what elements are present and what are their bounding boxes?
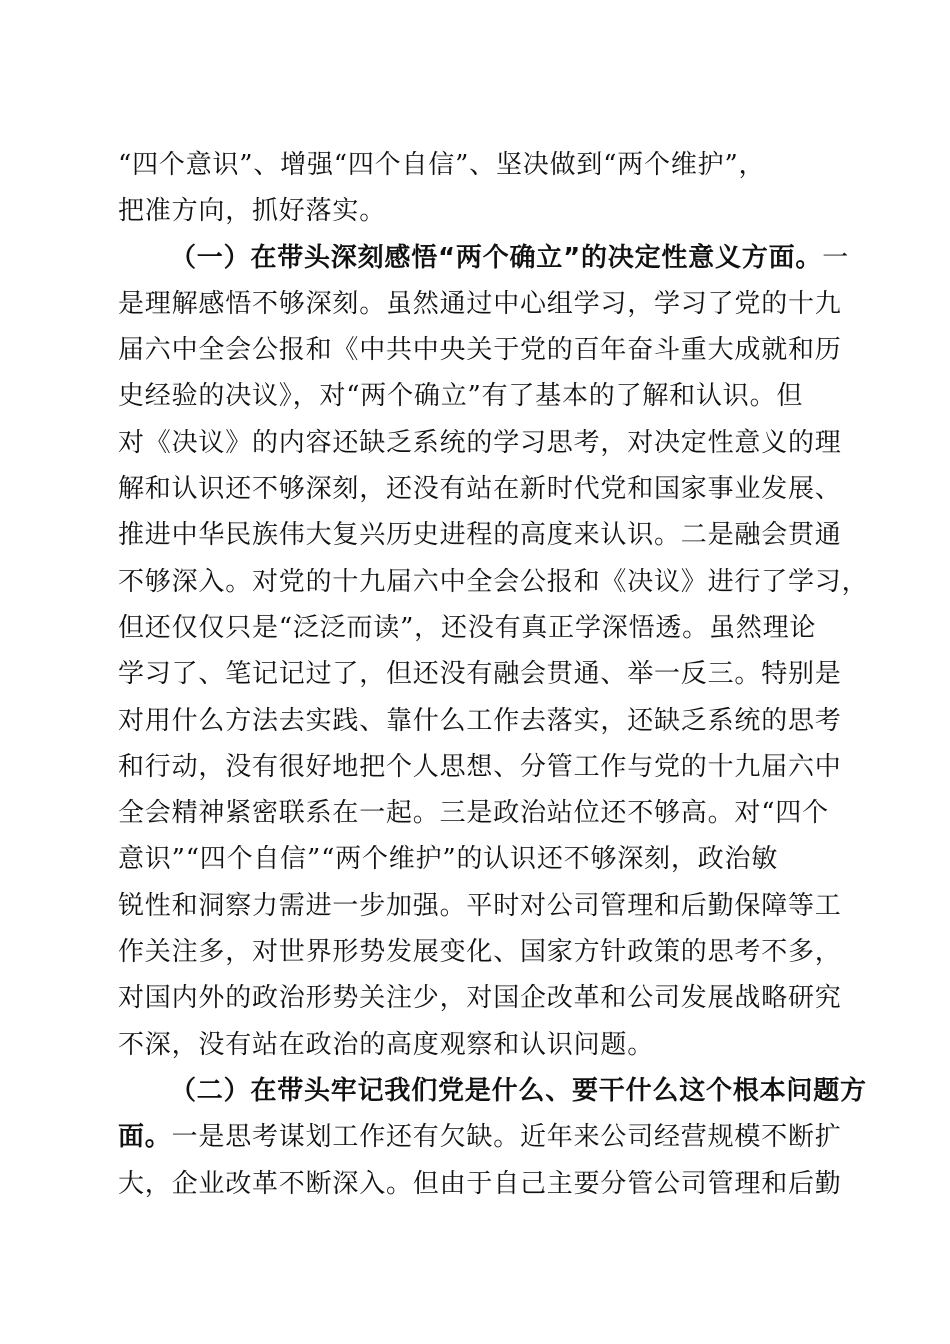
text-run: 一 (822, 242, 849, 273)
section-heading-1: （一）在带头深刻感悟“两个确立”的决定性意义方面。 (170, 242, 823, 273)
text-line: 学习了、笔记记过了，但还没有融会贯通、举一反三。特别是 (118, 659, 842, 690)
text-line: 解和认识还不够深刻，还没有站在新时代党和国家事业发展、 (118, 474, 842, 505)
text-line: 作关注多，对世界形势发展变化、国家方针政策的思考不多， (118, 937, 842, 968)
text-line: 锐性和洞察力需进一步加强。平时对公司管理和后勤保障等工 (118, 890, 842, 921)
section-heading-2: （二）在带头牢记我们党是什么、要干什么这个根本问题方 (170, 1075, 867, 1106)
section-heading-line (118, 1068, 867, 1114)
text-line: 推进中华民族伟大复兴历史进程的高度来认识。二是融会贯通 (118, 520, 842, 551)
text-line: 史经验的决议》，对“两个确立”有了基本的了解和认识。但 (118, 381, 804, 412)
section-heading-2-cont: 面。 (118, 1122, 172, 1153)
document-page (118, 142, 869, 1207)
text-line: 对用什么方法去实践、靠什么工作去落实，还缺乏系统的思考 (118, 705, 842, 736)
section-heading-line (118, 235, 849, 281)
text-line: 但还仅仅只是“泛泛而读”，还没有真正学深悟透。虽然理论 (118, 612, 817, 643)
text-line: 是理解感悟不够深刻。虽然通过中心组学习，学习了党的十九 (118, 288, 842, 319)
text-run: 一是思考谋划工作还有欠缺。近年来公司经营规模不断扩 (171, 1122, 842, 1153)
text-line: 和行动，没有很好地把个人思想、分管工作与党的十九届六中 (118, 751, 842, 782)
text-line: 不深，没有站在政治的高度观察和认识问题。 (118, 1029, 655, 1060)
text-line: 意识”“四个自信”“两个维护”的认识还不够深刻，政治敏 (118, 844, 779, 875)
text-line: “四个意识”、增强“四个自信”、坚决做到“两个维护”， (118, 150, 766, 180)
text-line: 把准方向，抓好落实。 (118, 196, 387, 227)
text-line: 对国内外的政治形势关注少，对国企改革和公司发展战略研究 (118, 983, 842, 1014)
text-line: 不够深入。对党的十九届六中全会公报和《决议》进行了学习， (118, 566, 869, 597)
section-heading-line (118, 1114, 842, 1160)
text-line: 大，企业改革不断深入。但由于自己主要分管公司管理和后勤 (118, 1168, 842, 1199)
text-line: 对《决议》的内容还缺乏系统的学习思考，对决定性意义的理 (118, 427, 842, 458)
text-line: 届六中全会公报和《中共中央关于党的百年奋斗重大成就和历 (118, 335, 842, 366)
text-line: 全会精神紧密联系在一起。三是政治站位还不够高。对“四个 (118, 798, 829, 829)
